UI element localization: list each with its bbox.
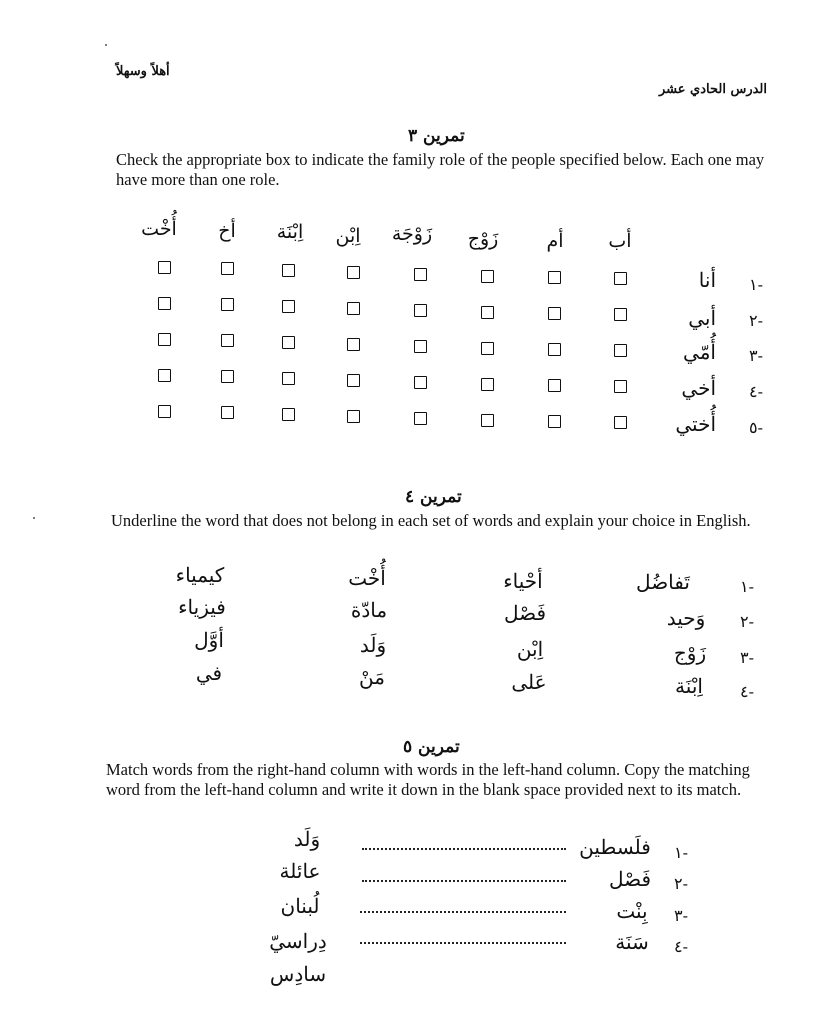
word-option[interactable]: كيمياء bbox=[175, 563, 225, 587]
checkbox-father[interactable] bbox=[614, 308, 627, 321]
column-header-son: اِبْن bbox=[335, 225, 361, 247]
row-person: أُختي bbox=[675, 412, 716, 436]
row-person: أنا bbox=[698, 268, 716, 292]
checkbox-daughter[interactable] bbox=[282, 264, 295, 277]
checkbox-wife[interactable] bbox=[414, 304, 427, 317]
word-option[interactable]: فَصْل bbox=[503, 601, 547, 625]
checkbox-daughter[interactable] bbox=[282, 372, 295, 385]
checkbox-wife[interactable] bbox=[414, 268, 427, 281]
checkbox-husband[interactable] bbox=[481, 306, 494, 319]
row-number: ٣- bbox=[674, 906, 688, 925]
checkbox-son[interactable] bbox=[347, 266, 360, 279]
scan-speck bbox=[105, 44, 107, 46]
word-option[interactable]: أُخْت bbox=[348, 566, 386, 590]
row-number: ٣- bbox=[740, 648, 754, 667]
answer-blank[interactable] bbox=[362, 848, 566, 850]
row-number: ١- bbox=[740, 577, 754, 596]
column-header-mother: أم bbox=[546, 230, 564, 252]
scan-speck bbox=[33, 517, 35, 519]
row-number: ٢- bbox=[674, 874, 688, 893]
checkbox-wife[interactable] bbox=[414, 376, 427, 389]
checkbox-mother[interactable] bbox=[548, 343, 561, 356]
checkbox-son[interactable] bbox=[347, 410, 360, 423]
choice-word: وَلَد bbox=[293, 827, 321, 851]
column-header-daughter: اِبْنَة bbox=[276, 221, 304, 243]
checkbox-brother[interactable] bbox=[221, 262, 234, 275]
word-option[interactable]: فيزياء bbox=[178, 595, 226, 619]
checkbox-father[interactable] bbox=[614, 416, 627, 429]
checkbox-brother[interactable] bbox=[221, 406, 234, 419]
checkbox-sister[interactable] bbox=[158, 297, 171, 310]
word-option[interactable]: أوَّل bbox=[194, 628, 224, 652]
word-option[interactable]: مادّة bbox=[350, 598, 388, 622]
choice-word: عائلة bbox=[279, 859, 321, 883]
checkbox-son[interactable] bbox=[347, 302, 360, 315]
checkbox-mother[interactable] bbox=[548, 271, 561, 284]
row-number: ٢- bbox=[740, 612, 754, 631]
exercise-4-title: تمرين ٤ bbox=[405, 487, 462, 507]
checkbox-son[interactable] bbox=[347, 338, 360, 351]
word-option[interactable]: زَوْج bbox=[673, 641, 707, 665]
exercise-5-instructions: Match words from the right-hand column with words in the left-hand column. Copy the matching word from the left-hand column and write it down in the blank space provided next to its match. bbox=[106, 760, 750, 799]
checkbox-husband[interactable] bbox=[481, 378, 494, 391]
match-word: سَنَة bbox=[615, 930, 649, 954]
checkbox-brother[interactable] bbox=[221, 370, 234, 383]
checkbox-sister[interactable] bbox=[158, 261, 171, 274]
word-option[interactable]: وَلَد bbox=[359, 633, 387, 657]
checkbox-mother[interactable] bbox=[548, 415, 561, 428]
row-number: ١- bbox=[749, 275, 763, 294]
word-option[interactable]: اِبْنَة bbox=[675, 674, 703, 698]
word-option[interactable]: تَفاضُل bbox=[636, 570, 690, 594]
checkbox-brother[interactable] bbox=[221, 334, 234, 347]
row-person: أخي bbox=[681, 376, 716, 400]
answer-blank[interactable] bbox=[362, 880, 566, 882]
checkbox-sister[interactable] bbox=[158, 369, 171, 382]
row-number: ٤- bbox=[674, 937, 688, 956]
row-number: ٥- bbox=[749, 418, 763, 437]
match-word: فَصْل bbox=[608, 867, 652, 891]
row-number: ٢- bbox=[749, 311, 763, 330]
book-title: أهلاً وسهلاً bbox=[116, 64, 170, 79]
row-number: ١- bbox=[674, 843, 688, 862]
answer-blank[interactable] bbox=[360, 911, 566, 913]
checkbox-husband[interactable] bbox=[481, 342, 494, 355]
exercise-4-instructions: Underline the word that does not belong in each set of words and explain your choice in English. bbox=[111, 511, 751, 530]
word-option[interactable]: في bbox=[195, 661, 223, 685]
checkbox-sister[interactable] bbox=[158, 405, 171, 418]
checkbox-daughter[interactable] bbox=[282, 408, 295, 421]
checkbox-sister[interactable] bbox=[158, 333, 171, 346]
column-header-wife: زَوْجَة bbox=[391, 223, 433, 245]
word-option[interactable]: عَلى bbox=[511, 670, 547, 694]
checkbox-father[interactable] bbox=[614, 344, 627, 357]
checkbox-father[interactable] bbox=[614, 380, 627, 393]
checkbox-mother[interactable] bbox=[548, 379, 561, 392]
exercise-3-instructions: Check the appropriate box to indicate the family role of the people specified below. Each one may have more than one role. bbox=[116, 150, 765, 189]
choice-word: لُبنان bbox=[280, 894, 320, 918]
column-header-brother: أخ bbox=[218, 220, 236, 242]
checkbox-brother[interactable] bbox=[221, 298, 234, 311]
row-number: ٣- bbox=[749, 346, 763, 365]
lesson-title: الدرس الحادي عشر bbox=[658, 82, 767, 97]
column-header-sister: أُخْت bbox=[141, 218, 177, 240]
word-option[interactable]: وَحيد bbox=[666, 606, 706, 630]
choice-word: دِراسيّ bbox=[269, 929, 327, 953]
exercise-3-title: تمرين ٣ bbox=[408, 126, 465, 146]
row-number: ٤- bbox=[740, 682, 754, 701]
word-option[interactable]: أحْياء bbox=[503, 569, 543, 593]
match-word: بِنْت bbox=[616, 899, 648, 923]
column-header-father: أب bbox=[608, 230, 632, 252]
checkbox-mother[interactable] bbox=[548, 307, 561, 320]
checkbox-wife[interactable] bbox=[414, 412, 427, 425]
row-person: أبي bbox=[688, 306, 716, 330]
match-word: فلَسطين bbox=[579, 835, 651, 859]
exercise-5-title: تمرين ٥ bbox=[403, 737, 460, 757]
checkbox-husband[interactable] bbox=[481, 270, 494, 283]
checkbox-daughter[interactable] bbox=[282, 336, 295, 349]
row-person: أُمّي bbox=[683, 340, 716, 364]
word-option[interactable]: مَنْ bbox=[359, 665, 385, 689]
answer-blank[interactable] bbox=[360, 942, 566, 944]
checkbox-son[interactable] bbox=[347, 374, 360, 387]
checkbox-husband[interactable] bbox=[481, 414, 494, 427]
word-option[interactable]: اِبْن bbox=[516, 637, 544, 661]
column-header-husband: زَوْج bbox=[467, 228, 499, 250]
row-number: ٤- bbox=[749, 382, 763, 401]
choice-word: سادِس bbox=[269, 962, 327, 986]
checkbox-daughter[interactable] bbox=[282, 300, 295, 313]
checkbox-father[interactable] bbox=[614, 272, 627, 285]
checkbox-wife[interactable] bbox=[414, 340, 427, 353]
